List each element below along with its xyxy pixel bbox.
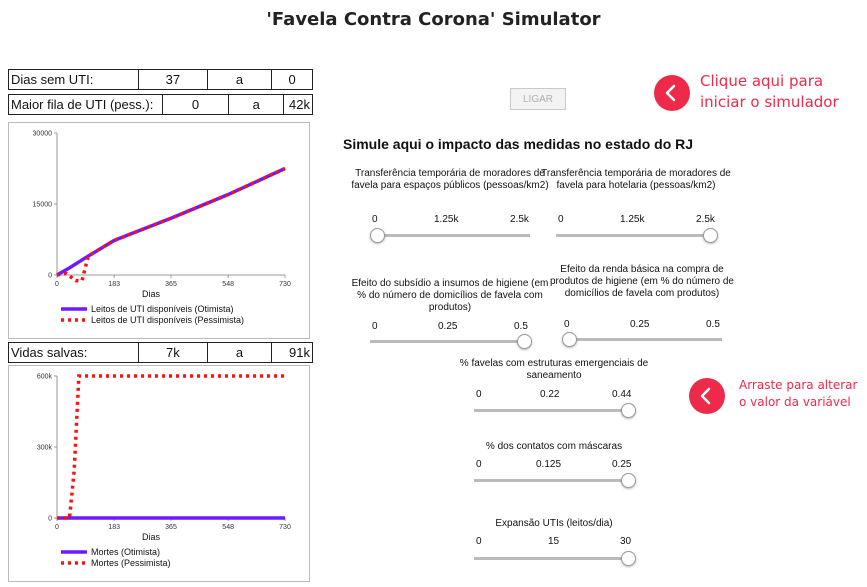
hint-start-badge xyxy=(654,75,690,111)
stat-value-b: 91k xyxy=(271,343,312,362)
x-tick-label: 548 xyxy=(222,281,234,288)
deaths-chart xyxy=(8,365,310,582)
page-title: 'Favela Contra Corona' Simulator xyxy=(266,9,601,30)
chevron-left-icon xyxy=(689,378,725,414)
hint-drag-text xyxy=(739,377,857,411)
x-tick-label: 0 xyxy=(55,524,59,531)
x-tick-label: 548 xyxy=(222,524,234,531)
hint-drag-line2: o valor da variável xyxy=(739,395,851,409)
series-line-1 xyxy=(57,169,285,276)
slider-knob[interactable] xyxy=(621,473,636,488)
tick-mid: 0.25 xyxy=(438,321,458,332)
slider-track[interactable] xyxy=(474,479,634,482)
tick-mid: 1.25k xyxy=(620,214,645,225)
slider-label: Expansão UTIs (leitos/dia) xyxy=(495,518,613,529)
x-tick-label: 730 xyxy=(279,524,291,531)
x-tick-label: 365 xyxy=(165,524,177,531)
slider-track[interactable] xyxy=(370,234,530,237)
legend-label-1: Mortes (Otimista) xyxy=(91,547,161,557)
stat-label: Dias sem UTI: xyxy=(11,72,94,87)
slider-espacos-publicos[interactable] xyxy=(351,168,549,246)
x-tick-label: 0 xyxy=(55,281,59,288)
icu-beds-chart xyxy=(8,122,310,339)
y-tick-label: 0 xyxy=(48,515,52,523)
tick-max: 0.5 xyxy=(514,321,528,332)
stat-value-a: 37 xyxy=(138,70,207,89)
stat-label: Vidas salvas: xyxy=(11,345,88,360)
tick-min: 0 xyxy=(476,536,482,547)
tick-mid: 1.25k xyxy=(434,214,459,225)
x-tick-label: 730 xyxy=(279,281,291,288)
y-tick-label: 30000 xyxy=(32,130,52,138)
stat-value-a: 0 xyxy=(162,95,228,114)
slider-track[interactable] xyxy=(474,409,634,412)
tick-mid: 0.22 xyxy=(540,389,560,400)
slider-label: Transferência temporária de moradores de favela para hotelaria (pessoas/km2) xyxy=(541,168,731,191)
slider-label: Efeito do subsídio a insumos de higiene (em % do número de domicílios de favela com produtos) xyxy=(351,278,549,313)
tick-mid: 0.25 xyxy=(630,319,650,330)
tick-max: 2.5k xyxy=(510,214,529,225)
deaths-chart-svg xyxy=(9,366,309,581)
series-line-2 xyxy=(57,376,285,518)
chevron-left-icon xyxy=(654,75,690,111)
slider-saneamento[interactable] xyxy=(459,358,649,418)
slider-track[interactable] xyxy=(556,234,716,237)
x-tick-label: 365 xyxy=(165,281,177,288)
x-axis-label: Dias xyxy=(141,289,161,299)
legend-label-1: Leitos de UTI disponíveis (Otimista) xyxy=(91,304,234,314)
tick-max: 0.44 xyxy=(612,389,632,400)
x-tick-label: 183 xyxy=(108,524,120,531)
stat-row-vidas-salvas xyxy=(8,342,313,363)
legend-label-2: Mortes (Pessimista) xyxy=(91,558,171,568)
slider-expansao-utis[interactable] xyxy=(474,518,634,568)
slider-track[interactable] xyxy=(562,338,722,341)
y-tick-label: 0 xyxy=(48,272,52,280)
tick-max: 2.5k xyxy=(696,214,715,225)
tick-min: 0 xyxy=(372,321,378,332)
slider-knob[interactable] xyxy=(703,228,718,243)
legend-label-2: Leitos de UTI disponíveis (Pessimista) xyxy=(91,315,245,325)
slider-label: Transferência temporária de moradores de favela para espaços públicos (pessoas/km2) xyxy=(351,168,549,191)
stat-value-b: 0 xyxy=(271,70,312,89)
x-tick-label: 183 xyxy=(108,281,120,288)
tick-min: 0 xyxy=(476,389,482,400)
stat-label: Maior fila de UTI (pess.): xyxy=(11,97,154,112)
slider-knob[interactable] xyxy=(562,332,577,347)
tick-max: 0.25 xyxy=(612,459,632,470)
tick-max: 30 xyxy=(620,536,632,547)
slider-renda-basica[interactable] xyxy=(549,264,734,346)
y-tick-label: 600k xyxy=(36,373,52,381)
stat-row-maior-fila xyxy=(8,94,313,115)
stat-value-b: 42k xyxy=(283,95,312,114)
slider-knob[interactable] xyxy=(621,551,636,566)
stat-row-dias-sem-uti xyxy=(8,69,313,90)
ligar-button[interactable]: LIGAR xyxy=(510,88,566,110)
slider-knob[interactable] xyxy=(621,403,636,418)
hint-drag-line1: Arraste para alterar xyxy=(739,378,858,392)
y-tick-label: 300k xyxy=(36,444,52,452)
stat-separator: a xyxy=(207,70,272,89)
tick-min: 0 xyxy=(372,214,378,225)
tick-max: 0.5 xyxy=(706,319,720,330)
slider-mascaras[interactable] xyxy=(474,441,634,489)
slider-track[interactable] xyxy=(474,557,634,560)
icu-beds-chart-svg xyxy=(9,123,309,338)
stat-separator: a xyxy=(207,343,272,362)
tick-mid: 15 xyxy=(548,536,560,547)
section-title: Simule aqui o impacto das medidas no estado do RJ xyxy=(343,136,694,152)
hint-drag-badge xyxy=(689,378,725,414)
hint-start-text xyxy=(700,71,839,113)
slider-label: % dos contatos com máscaras xyxy=(485,441,623,452)
hint-start-line1: Clique aqui para xyxy=(700,72,824,90)
hint-start-line2: iniciar o simulador xyxy=(700,93,839,111)
slider-knob[interactable] xyxy=(370,228,385,243)
slider-subsidio-higiene[interactable] xyxy=(351,278,549,348)
stat-value-a: 7k xyxy=(138,343,207,362)
slider-hotelaria[interactable] xyxy=(541,168,731,246)
tick-min: 0 xyxy=(476,459,482,470)
slider-track[interactable] xyxy=(370,340,530,343)
slider-knob[interactable] xyxy=(517,334,532,349)
stat-separator: a xyxy=(228,95,283,114)
y-tick-label: 15000 xyxy=(32,201,52,209)
tick-mid: 0.125 xyxy=(536,459,562,470)
slider-label: % favelas com estruturas emergenciais de saneamento xyxy=(459,358,649,381)
tick-min: 0 xyxy=(558,214,564,225)
x-axis-label: Dias xyxy=(141,532,161,542)
tick-min: 0 xyxy=(564,319,570,330)
slider-label: Efeito da renda básica na compra de produtos de higiene (em % do número de domicílios de favela com produtos) xyxy=(549,264,734,299)
